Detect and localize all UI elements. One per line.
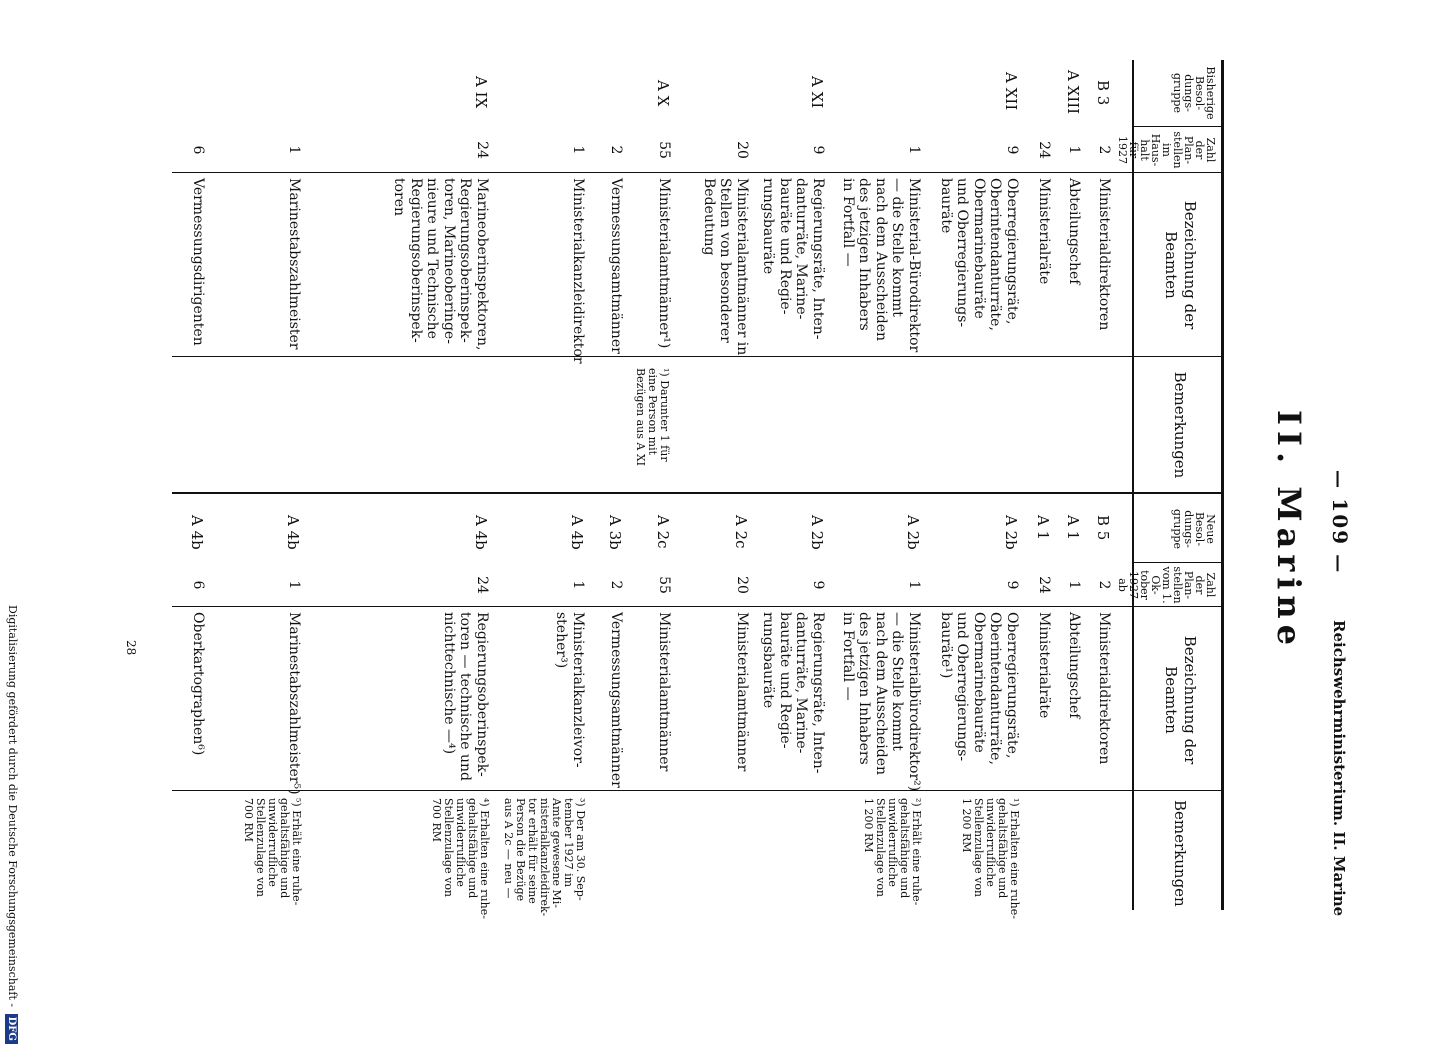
old-count: 55 xyxy=(656,141,672,159)
old-group: A IX xyxy=(472,76,490,109)
old-count: 1 xyxy=(570,145,586,155)
old-count: 1 xyxy=(906,145,922,155)
new-remark-footnote: ²) Erhält eine ruhe- gehaltsfähige und unwiderrufliche Stellenzulage von 1 200 RM xyxy=(862,798,923,906)
new-count: 24 xyxy=(474,576,490,594)
left-col-rule-2 xyxy=(172,172,1224,173)
new-count: 55 xyxy=(656,576,672,594)
new-count: 9 xyxy=(1004,580,1020,590)
old-count: 20 xyxy=(734,141,750,159)
old-count: 24 xyxy=(1036,141,1052,159)
new-title: Ministerialkanzleivor- steher³) xyxy=(553,612,586,768)
sheet-mark: 28 xyxy=(124,640,138,656)
new-remark-footnote: ³) Der am 30. Sep- tember 1927 im Amte gewesene Mi- nisterialkanzleidirek- tor erhält für seine Person die Bezüge aus A 2c — neu — xyxy=(502,798,587,917)
old-group: A X xyxy=(654,80,672,107)
new-group: A 2c xyxy=(654,515,672,549)
new-title: Marinestabszahlmeister⁵) xyxy=(286,612,302,795)
new-count: 1 xyxy=(286,580,302,590)
old-title: Ministerial-Bürodirektor — die Stelle kommt nach dem Ausscheiden des jetzigen Inhabers in Fortfall — xyxy=(840,178,922,353)
new-remark-footnote: ⁴) Erhalten eine ruhe- gehaltsfähige und unwiderrufliche Stellenzulage von 700 RM xyxy=(430,798,491,919)
new-group: A 4b xyxy=(284,515,302,550)
right-col-rule-3 xyxy=(172,790,1224,791)
col-header-old-remarks: Bemerkungen xyxy=(1171,371,1189,479)
new-remark-footnote: ¹) Erhalten eine ruhe- gehaltsfähige und unwiderrufliche Stellenzulage von 1 200 RM xyxy=(960,798,1021,919)
new-group: A 2b xyxy=(904,515,922,550)
new-title: Regierungsoberinspek- toren — technische und nichttechnische —⁴) xyxy=(441,612,490,781)
col-header-new-designation: Bezeichnung der Beamten xyxy=(1162,635,1199,765)
header-bottom-rule xyxy=(1133,60,1135,910)
old-title: Ministerialamtmänner in Stellen von besonderer Bedeutung xyxy=(701,178,750,356)
left-col-rule-1 xyxy=(1134,126,1224,127)
old-count: 2 xyxy=(1096,145,1112,155)
new-group: A 1 xyxy=(1064,515,1082,541)
new-count: 24 xyxy=(1036,576,1052,594)
new-group: A 2c xyxy=(732,515,750,549)
new-count: 9 xyxy=(810,580,826,590)
new-group: A 4b xyxy=(568,515,586,550)
new-group: A 1 xyxy=(1034,515,1052,541)
old-title: Regierungsräte, Inten- danturräte, Marine- bauräte und Regie- rungsbauräte xyxy=(760,178,826,340)
new-count: 2 xyxy=(608,580,624,590)
new-group: A 3b xyxy=(606,515,624,550)
old-title: Oberregierungsräte, Oberintendanturräte, Obermarinebauräte und Oberregierungs- bauräte xyxy=(938,178,1020,331)
col-header-new-count: Zahl der Plan-stellen vom 1. Ok-tober 1927 ab xyxy=(1116,566,1217,604)
old-count: 2 xyxy=(608,145,624,155)
new-title: Ministerialamtmänner xyxy=(656,612,672,772)
old-group: A XII xyxy=(1002,72,1020,111)
col-header-old-count: Zahl der Plan-stellen im Haus-halt für 1927 xyxy=(1116,131,1217,169)
col-header-old-group: Bisherige Besol-dungs-gruppe xyxy=(1171,66,1217,120)
col-header-new-group: Neue Besol-dungs-gruppe xyxy=(1171,509,1217,549)
running-head: Reichswehrministerium. II. Marine xyxy=(1330,620,1348,917)
col-header-old-designation: Bezeichnung der Beamten xyxy=(1162,200,1199,330)
old-group: A XI xyxy=(808,76,826,109)
old-title: Ministerialkanzleidirektor xyxy=(570,178,586,364)
old-count: 1 xyxy=(286,145,302,155)
funding-note xyxy=(5,605,19,1044)
new-count: 20 xyxy=(734,576,750,594)
old-group: A XIII xyxy=(1064,70,1082,115)
new-count: 2 xyxy=(1096,580,1112,590)
old-title: Vermessungsdirigenten xyxy=(190,178,206,346)
new-group: A 4b xyxy=(472,515,490,550)
right-col-rule-2 xyxy=(172,606,1224,607)
new-count: 1 xyxy=(1066,580,1082,590)
new-title: Ministerialräte xyxy=(1036,612,1052,719)
new-title: Regierungsräte, Inten- danturräte, Marine- bauräte und Regie- rungsbauräte xyxy=(760,612,826,774)
old-remark-footnote: ¹) Darunter 1 für eine Person mit Bezügen aus A XI xyxy=(634,368,671,467)
new-remark-footnote: ⁵) Erhält eine ruhe- gehaltsfähige und unwiderrufliche Stellenzulage von 700 RM xyxy=(242,798,303,906)
new-title: Vermessungsamtmänner xyxy=(608,612,624,788)
old-title: Abteilungschef xyxy=(1066,178,1082,285)
old-title: Marineoberinspektoren, Regierungsoberinspek- toren, Marineoberinge- nieure und Technische Regierungsoberinspek- toren xyxy=(391,178,490,351)
old-count: 24 xyxy=(474,141,490,159)
new-title: Abteilungschef xyxy=(1066,612,1082,719)
old-count: 6 xyxy=(190,145,206,155)
new-count: 1 xyxy=(570,580,586,590)
old-count: 1 xyxy=(1066,145,1082,155)
left-col-rule-3 xyxy=(172,356,1224,357)
old-group: B 3 xyxy=(1094,80,1112,106)
old-title: Ministerialamtmänner¹) xyxy=(656,178,672,349)
new-group: A 2b xyxy=(808,515,826,550)
new-group: B 5 xyxy=(1094,515,1112,541)
funding-note-text: Digitalisierung gefördert durch die Deutsche Forschungsgemeinschaft - xyxy=(6,605,19,1008)
old-title: Marinestabszahlmeister xyxy=(286,178,302,350)
new-title: Oberkartographen⁶) xyxy=(190,612,206,756)
right-col-rule-1 xyxy=(1134,562,1224,563)
new-group: A 2b xyxy=(1002,515,1020,550)
left-half-separator xyxy=(172,492,1224,494)
old-title: Ministerialdirektoren xyxy=(1096,178,1112,331)
table-top-rule xyxy=(1221,60,1224,910)
dfg-logo: DFG xyxy=(5,1014,18,1044)
new-title: Ministerialbürodirektor²) — die Stelle kommt nach dem Ausscheiden des jetzigen Inhabers in Fortfall — xyxy=(840,612,922,792)
new-title: Ministerialdirektoren xyxy=(1096,612,1112,765)
col-header-new-remarks: Bemerkungen xyxy=(1171,800,1189,907)
new-title: Ministerialamtmänner xyxy=(734,612,750,772)
new-count: 1 xyxy=(906,580,922,590)
new-title: Oberregierungsräte, Oberintendanturräte, Obermarinebauräte und Oberregierungs- bauräte¹) xyxy=(938,612,1020,765)
new-count: 6 xyxy=(190,580,206,590)
page-number: — 109 — xyxy=(1328,470,1352,575)
old-count: 9 xyxy=(1004,145,1020,155)
old-title: Vermessungsamtmänner xyxy=(608,178,624,354)
old-title: Ministerialräte xyxy=(1036,178,1052,285)
old-count: 9 xyxy=(810,145,826,155)
section-title: II. Marine xyxy=(1270,410,1308,652)
new-group: A 4b xyxy=(188,515,206,550)
